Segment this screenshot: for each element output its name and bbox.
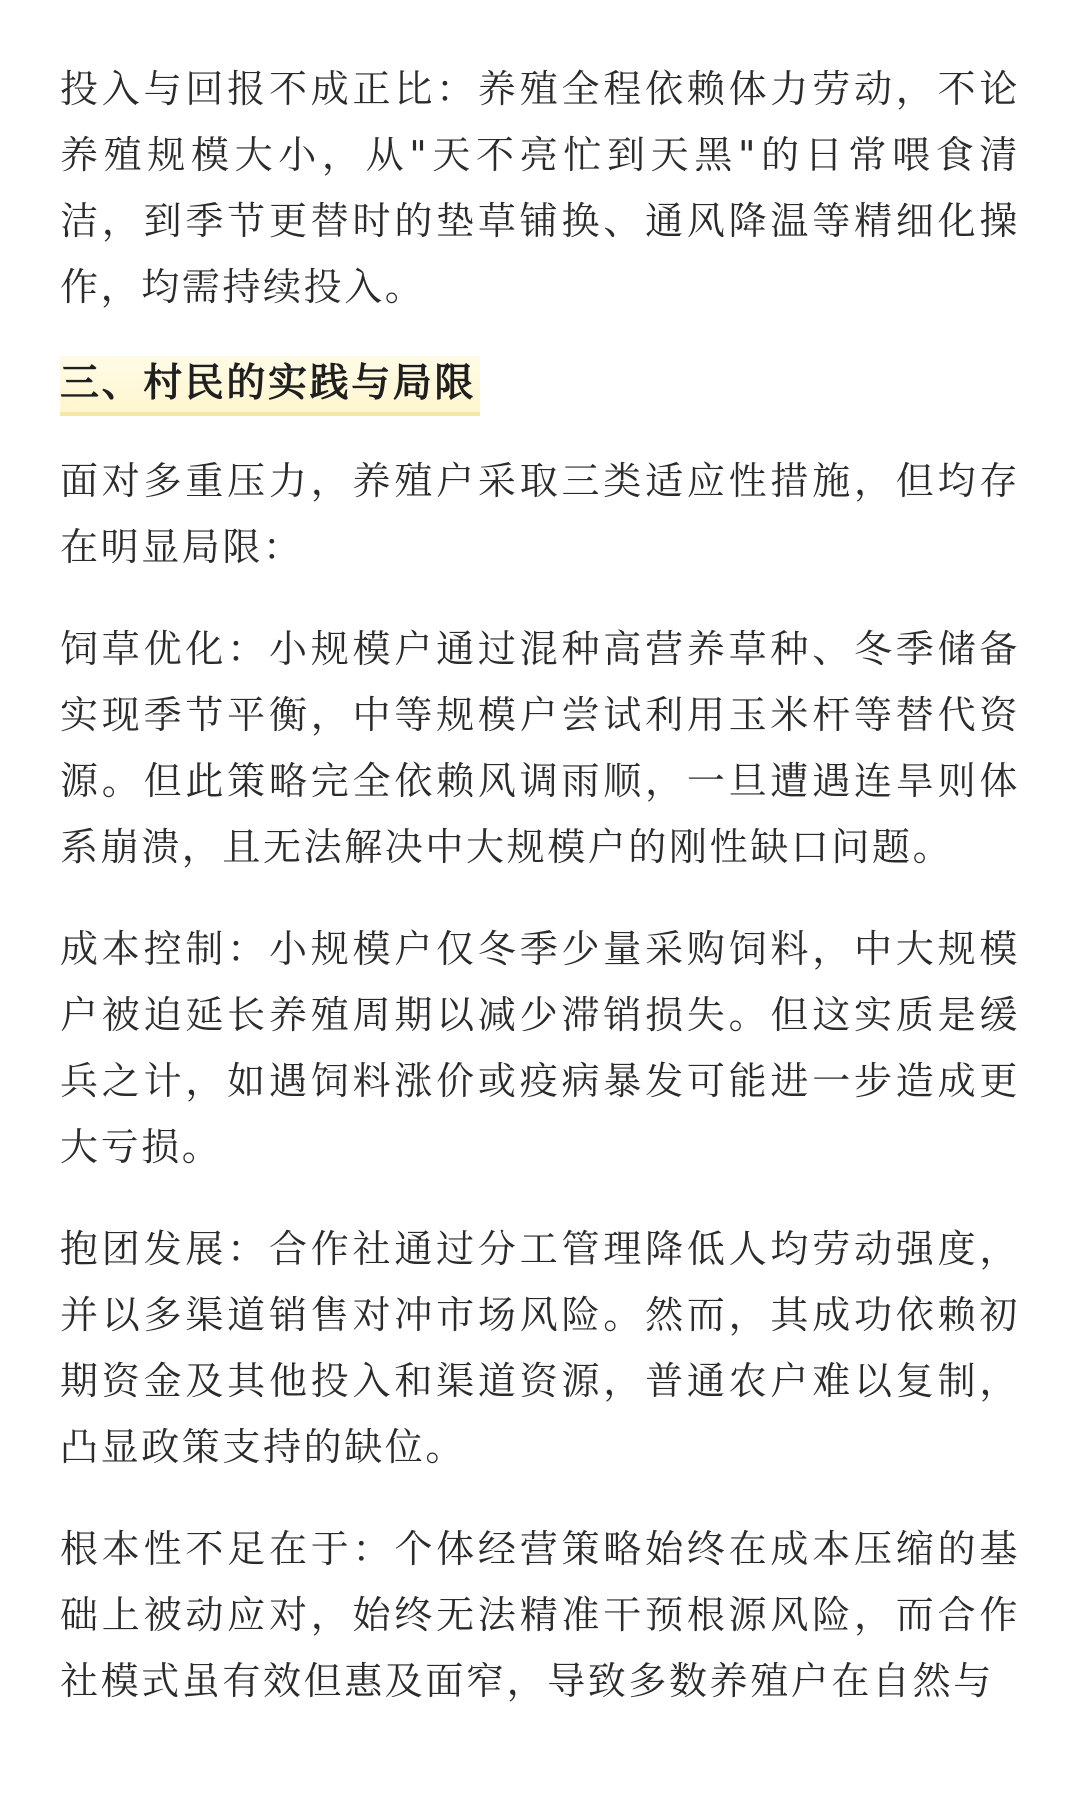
paragraph-intro-measures: 面对多重压力，养殖户采取三类适应性措施，但均存在明显局限： (60, 459, 1020, 569)
paragraph-input-vs-return: 投入与回报不成正比：养殖全程依赖体力劳动，不论养殖规模大小，从"天不亮忙到天黑"的日常喂食清洁，到季节更替时的垫草铺换、通风降温等精细化操作，均需持续投入。 (60, 67, 1020, 309)
paragraph-group-development: 抱团发展：合作社通过分工管理降低人均劳动强度，并以多渠道销售对冲市场风险。然而，其成功依赖初期资金及其他投入和渠道资源，普通农户难以复制，凸显政策支持的缺位。 (60, 1227, 1020, 1469)
paragraph-cost-control: 成本控制：小规模户仅冬季少量采购饲料，中大规模户被迫延长养殖周期以减少滞销损失。但这实质是缓兵之计，如遇饲料涨价或疫病暴发可能进一步造成更大亏损。 (60, 927, 1020, 1169)
section-heading-wrapper (60, 356, 1020, 448)
section-heading: 三、村民的实践与局限 (60, 356, 480, 416)
article-body (60, 56, 1020, 1714)
paragraph-fundamental-shortcoming: 根本性不足在于：个体经营策略始终在成本压缩的基础上被动应对，始终无法精准干预根源风险，而合作社模式虽有效但惠及面窄，导致多数养殖户在自然与 (60, 1527, 1020, 1703)
paragraph-forage-optimization: 饲草优化：小规模户通过混种高营养草种、冬季储备实现季节平衡，中等规模户尝试利用玉米杆等替代资源。但此策略完全依赖风调雨顺，一旦遭遇连旱则体系崩溃，且无法解决中大规模户的刚性缺口问题。 (60, 627, 1020, 869)
